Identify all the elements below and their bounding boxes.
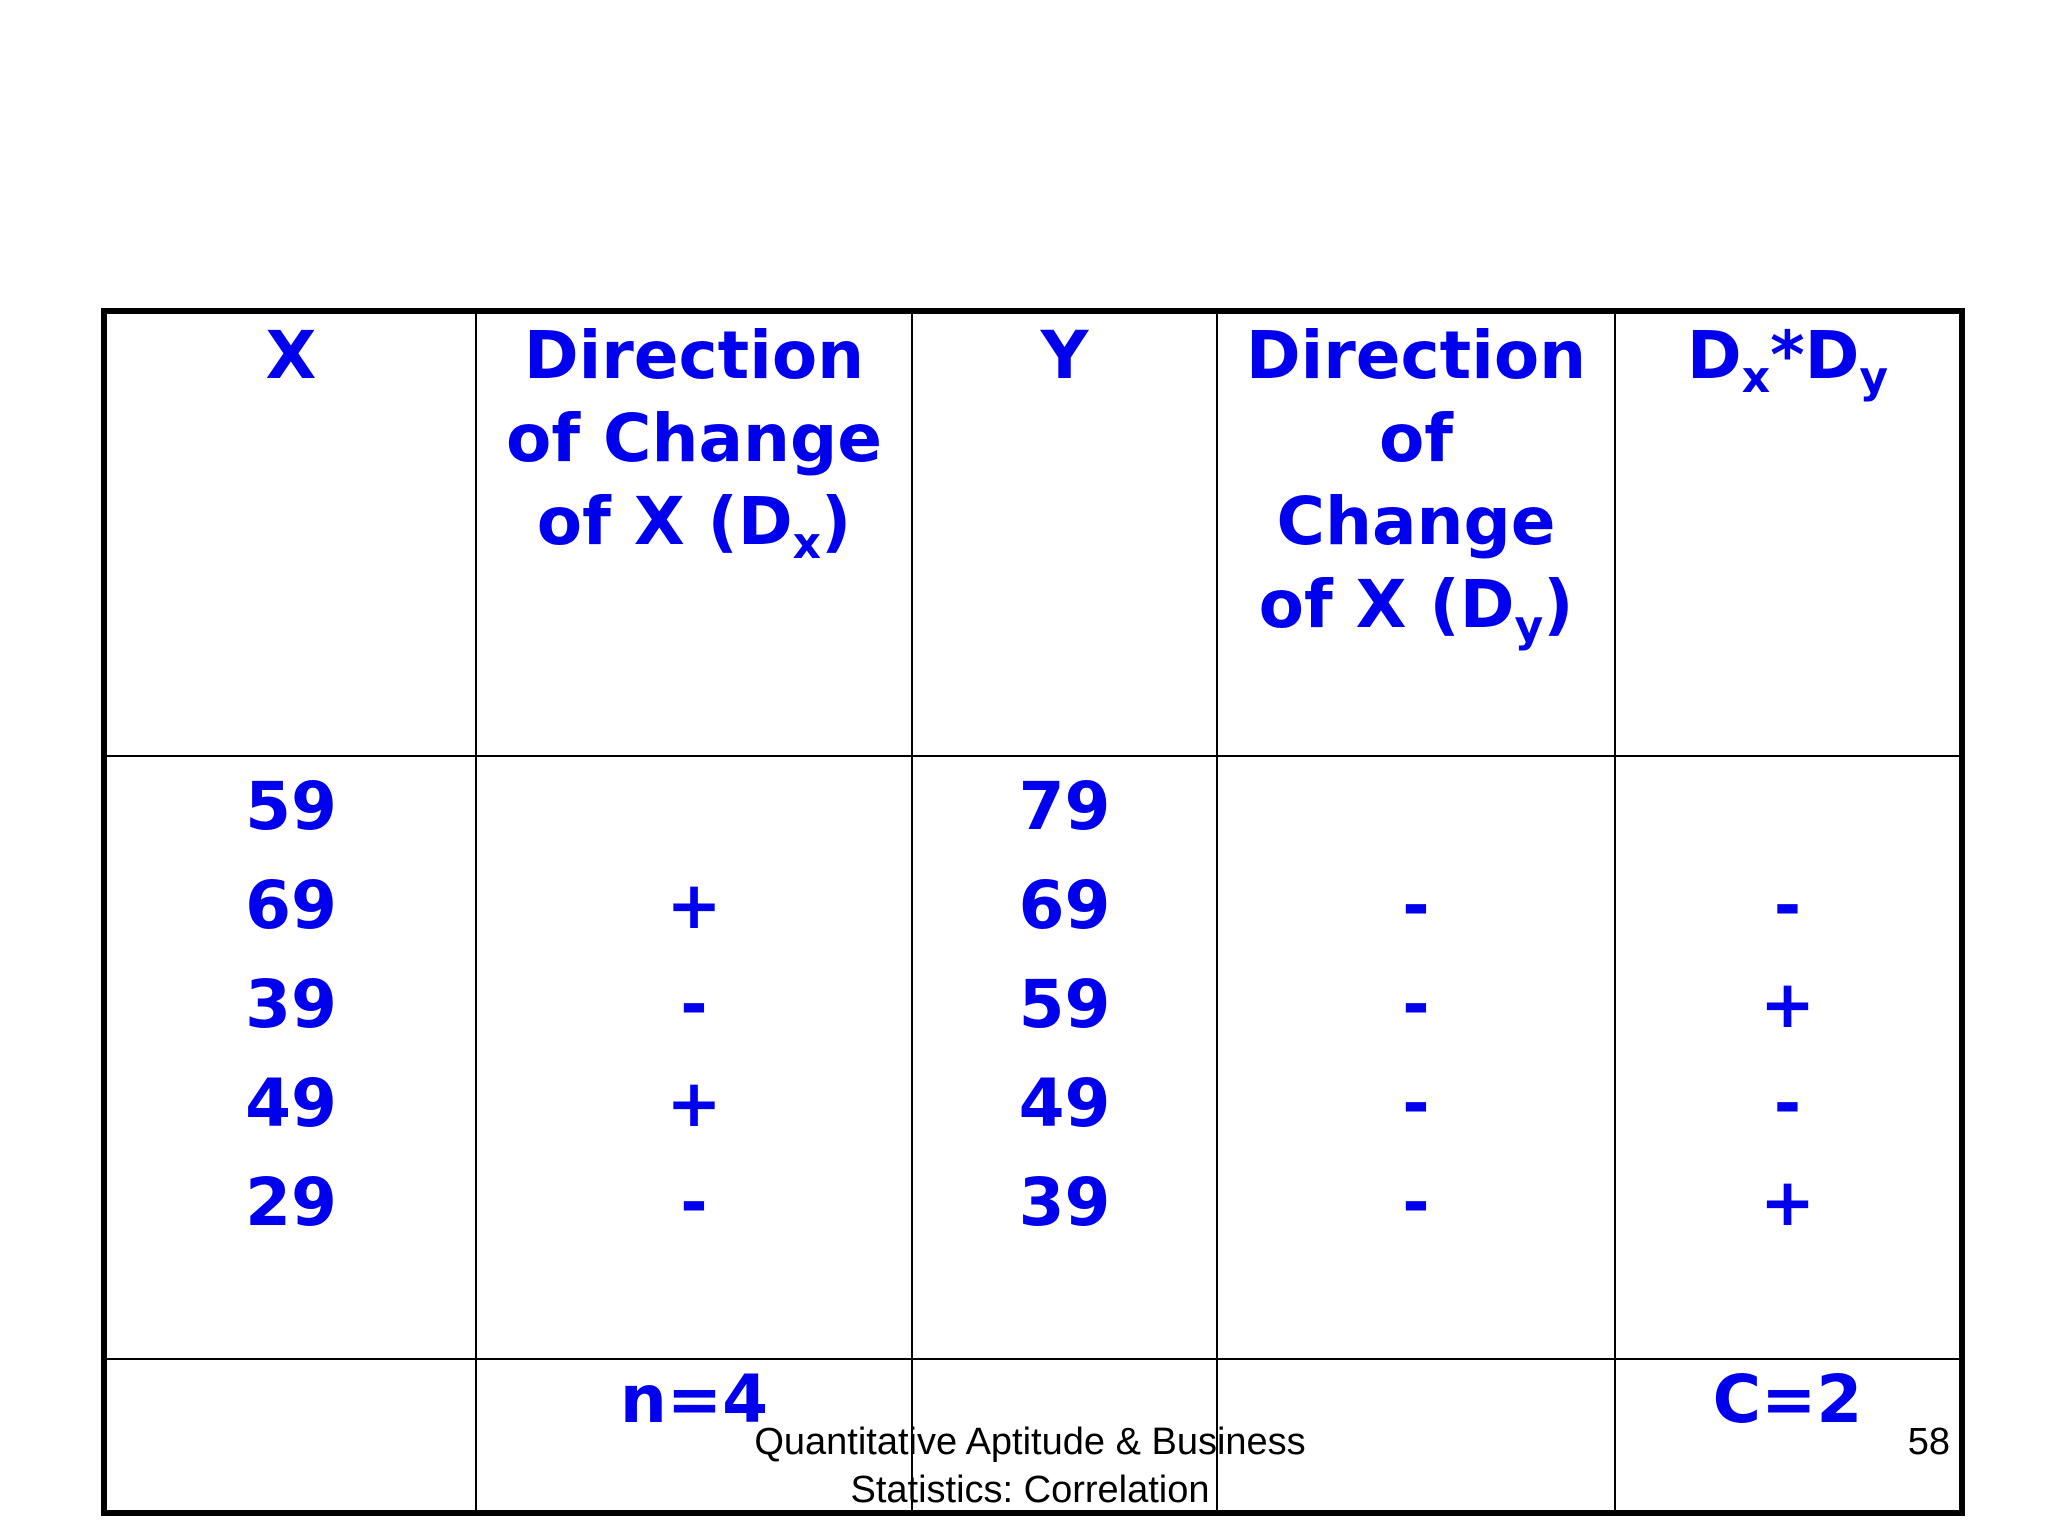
header-y: Y xyxy=(912,311,1217,756)
product-value: - xyxy=(1773,866,1802,944)
dy-value: - xyxy=(1402,965,1430,1043)
total-n: n=4 xyxy=(476,1359,912,1513)
x-value: 69 xyxy=(245,866,337,944)
footer-line1: Quantitative Aptitude & Business xyxy=(754,1421,1306,1463)
x-value: 39 xyxy=(245,965,337,1043)
x-value: 29 xyxy=(245,1163,337,1241)
header-dx-close: ) xyxy=(821,483,852,560)
dx-value: + xyxy=(666,866,722,944)
footer-line2: Statistics: Correlation xyxy=(850,1469,1210,1511)
header-product-sub1: x xyxy=(1741,352,1771,403)
dx-value: - xyxy=(680,1163,708,1241)
dx-value: + xyxy=(666,1064,722,1142)
slide-footer xyxy=(720,1418,1340,1514)
header-dy-label: Direction of Change of X (D xyxy=(1245,317,1587,643)
header-product-mid: *D xyxy=(1770,317,1860,394)
totals-empty-x xyxy=(104,1359,476,1513)
header-dx xyxy=(476,311,912,756)
dx-value xyxy=(477,757,911,856)
y-value: 79 xyxy=(1018,767,1111,845)
header-dy xyxy=(1217,311,1615,756)
header-dx-sub: x xyxy=(792,518,822,569)
header-row xyxy=(104,311,1962,756)
total-c: C=2 xyxy=(1615,1359,1962,1513)
dy-value xyxy=(1218,757,1614,856)
col-x xyxy=(104,756,476,1359)
y-value: 69 xyxy=(1018,866,1111,944)
x-value: 49 xyxy=(245,1064,337,1142)
dx-value: - xyxy=(680,965,708,1043)
col-dy xyxy=(1217,756,1615,1359)
col-dx xyxy=(476,756,912,1359)
header-product-sub2: y xyxy=(1859,352,1889,403)
product-value xyxy=(1616,757,1959,856)
header-x: X xyxy=(104,311,476,756)
x-value: 59 xyxy=(245,767,337,845)
dy-value: - xyxy=(1402,866,1430,944)
dy-value: - xyxy=(1402,1064,1430,1142)
header-dy-close: ) xyxy=(1543,566,1574,643)
header-dy-sub: y xyxy=(1514,601,1544,652)
header-product xyxy=(1615,311,1962,756)
correlation-table xyxy=(101,308,1965,1516)
product-value: + xyxy=(1759,1163,1816,1241)
data-row xyxy=(104,756,1962,1359)
header-product-d1: D xyxy=(1686,317,1742,394)
y-value: 49 xyxy=(1018,1064,1111,1142)
y-value: 59 xyxy=(1018,965,1111,1043)
product-value: - xyxy=(1773,1064,1802,1142)
dy-value: - xyxy=(1402,1163,1430,1241)
y-value: 39 xyxy=(1018,1163,1111,1241)
product-value: + xyxy=(1759,965,1816,1043)
col-y xyxy=(912,756,1217,1359)
col-product xyxy=(1615,756,1962,1359)
page-number: 58 xyxy=(1907,1421,1950,1463)
header-dx-label: Direction of Change of X (D xyxy=(506,317,882,560)
